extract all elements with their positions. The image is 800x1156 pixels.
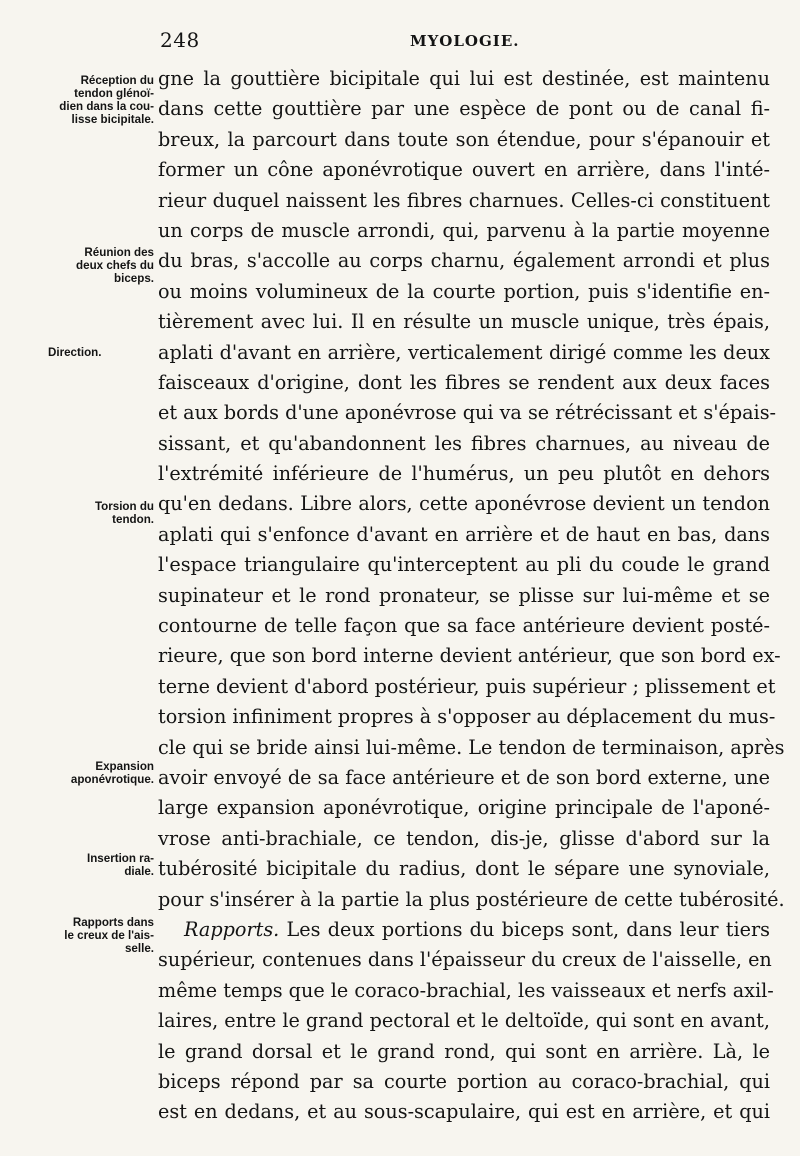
text-line: vrose anti-brachiale, ce tendon, dis-je, glisse d'abord sur la	[158, 826, 770, 850]
text-line: du bras, s'accolle au corps charnu, également arrondi et plus	[158, 249, 770, 273]
text-line: faisceaux d'origine, dont les fibres se rendent aux deux faces	[158, 370, 770, 394]
text-line: cle qui se bride ainsi lui-même. Le tendon de terminaison, après	[158, 735, 785, 759]
text-line: large expansion aponévrotique, origine principale de l'aponé-	[158, 796, 770, 820]
text-line: même temps que le coraco-brachial, les vaisseaux et nerfs axil-	[158, 978, 774, 1002]
text-line: et aux bords d'une aponévrose qui va se rétrécissant et s'épais-	[158, 401, 777, 425]
margin-note-reunion: Réunion des deux chefs du biceps.	[76, 246, 154, 285]
text-line: rieur duquel naissent les fibres charnues. Celles-ci constituent	[158, 188, 770, 212]
text-line: aplati d'avant en arrière, verticalement dirigé comme les deux	[158, 340, 770, 364]
text-line: biceps répond par sa courte portion au coraco-brachial, qui	[158, 1069, 770, 1093]
text-line: terne devient d'abord postérieur, puis supérieur ; plissement et	[158, 674, 776, 698]
margin-note-torsion: Torsion du tendon.	[94, 500, 154, 526]
text-line: tubérosité bicipitale du radius, dont le sépare une synoviale,	[158, 857, 770, 881]
text-line: former un cône aponévrotique ouvert en arrière, dans l'inté-	[158, 158, 770, 182]
margin-note-expansion: Expansion aponévrotique.	[70, 760, 154, 786]
text-line: qu'en dedans. Libre alors, cette aponévrose devient un tendon	[158, 492, 770, 516]
text-line: l'extrémité inférieure de l'humérus, un peu plutôt en dehors	[158, 462, 770, 486]
text-line: tièrement avec lui. Il en résulte un muscle unique, très épais,	[158, 310, 770, 334]
text-line: sissant, et qu'abandonnent les fibres charnues, au niveau de	[158, 431, 770, 455]
margin-note-rapports: Rapports dans le creux de l'ais- selle.	[64, 916, 154, 955]
text-line: avoir envoyé de sa face antérieure et de son bord externe, une	[158, 765, 770, 789]
text-line: aplati qui s'enfonce d'avant en arrière et de haut en bas, dans	[158, 522, 770, 546]
text-line: torsion infiniment propres à s'opposer au déplacement du mus-	[158, 705, 776, 729]
text-line: est en dedans, et au sous-scapulaire, qui est en arrière, et qui	[158, 1100, 770, 1124]
text-line: rieure, que son bord interne devient antérieur, que son bord ex-	[158, 644, 781, 668]
text-line-rapports	[158, 915, 770, 945]
text-line: pour s'insérer à la partie la plus postérieure de cette tubérosité.	[158, 887, 785, 911]
rapports-heading: Rapports.	[184, 917, 280, 941]
text-line: dans cette gouttière par une espèce de pont ou de canal fi-	[158, 97, 770, 121]
margin-note-direction: Direction.	[48, 346, 102, 359]
text-line: breux, la parcourt dans toute son étendue, pour s'épanouir et	[158, 127, 770, 151]
body-text	[158, 64, 785, 1128]
running-head: MYOLOGIE.	[410, 32, 520, 50]
margin-note-reception: Réception du tendon glénoï- dien dans la cou- lisse bicipitale.	[59, 74, 154, 126]
text-line: laires, entre le grand pectoral et le deltoïde, qui sont en avant,	[158, 1009, 770, 1033]
text-line: un corps de muscle arrondi, qui, parvenu à la partie moyenne	[158, 218, 770, 242]
text-line: l'espace triangulaire qu'interceptent au pli du coude le grand	[158, 553, 770, 577]
text-line: supérieur, contenues dans l'épaisseur du creux de l'aisselle, en	[158, 948, 772, 972]
text-line: supinateur et le rond pronateur, se plisse sur lui-même et se	[158, 583, 770, 607]
margin-note-insertion: Insertion ra- diale.	[87, 852, 154, 878]
text-line: contourne de telle façon que sa face antérieure devient posté-	[158, 614, 770, 638]
page-number: 248	[160, 28, 200, 52]
text-line: gne la gouttière bicipitale qui lui est destinée, est maintenu	[158, 67, 770, 90]
text-line: ou moins volumineux de la courte portion, puis s'identifie en-	[158, 279, 770, 303]
text-line: le grand dorsal et le grand rond, qui sont en arrière. Là, le	[158, 1039, 770, 1063]
margin-notes	[0, 0, 160, 1156]
rapports-text: Les deux portions du biceps sont, dans leur tiers	[286, 917, 770, 941]
